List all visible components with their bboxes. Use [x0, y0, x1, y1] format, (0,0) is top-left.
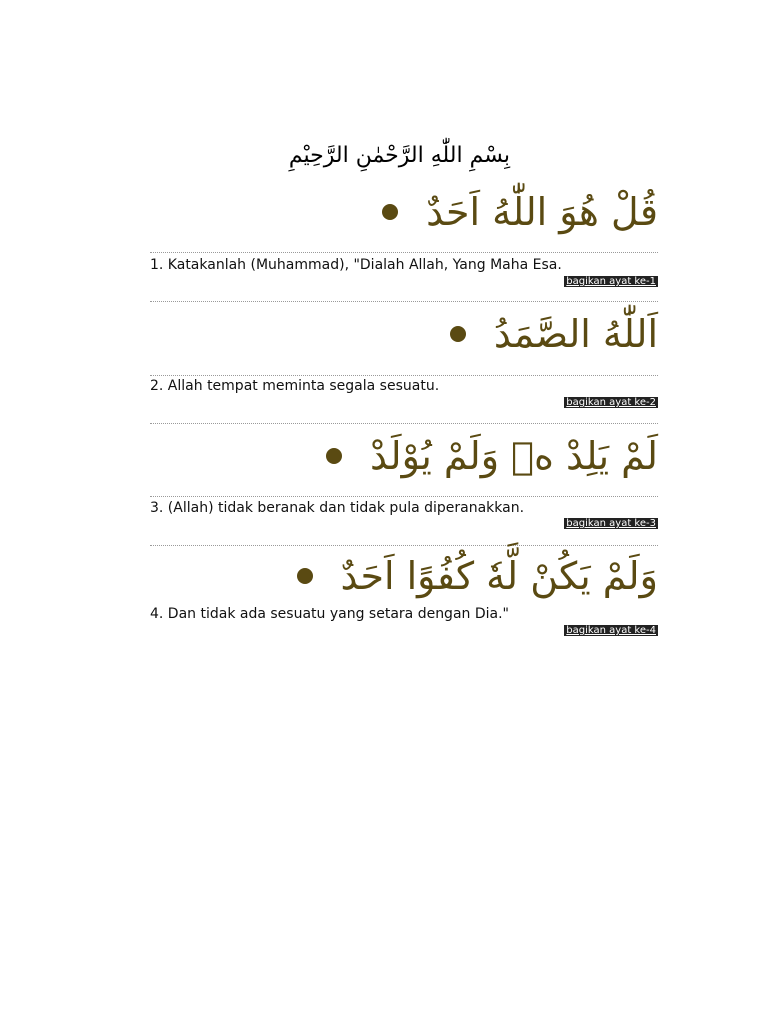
ayah-3-arabic: لَمْ يَلِدْ ەۙ وَلَمْ يُوْلَدْ	[370, 434, 658, 478]
ayah-2-arabic: اَللّٰهُ الصَّمَدُ	[493, 312, 658, 356]
share-ayah-3-link[interactable]: bagikan ayat ke-3	[566, 518, 656, 529]
share-ayah-2-link[interactable]: bagikan ayat ke-2	[566, 397, 656, 408]
ayah-1-translation: 1. Katakanlah (Muhammad), "Dialah Allah, Yang Maha Esa.	[150, 257, 562, 273]
ayah-4-arabic-row	[150, 546, 658, 606]
ayah-3-arabic-row	[150, 426, 658, 486]
ayah-1-arabic: قُلْ هُوَ اللّٰهُ اَحَدٌ	[426, 190, 658, 234]
ayah-4-arabic: وَلَمْ يَكُنْ لَّهٗ كُفُوًا اَحَدٌ	[340, 554, 658, 598]
ayah-1-bullet	[382, 204, 398, 220]
ayah-3-translation: 3. (Allah) tidak beranak dan tidak pula diperanakkan.	[150, 500, 525, 516]
ayah-2-translation: 2. Allah tempat meminta segala sesuatu.	[150, 378, 440, 394]
share-ayah-4-link[interactable]: bagikan ayat ke-4	[566, 625, 656, 636]
ayah-4-bullet	[297, 568, 313, 584]
share-ayah-1-link[interactable]: bagikan ayat ke-1	[566, 276, 656, 287]
ayah-3-top-divider	[150, 496, 658, 497]
ayah-3-bullet	[326, 448, 342, 464]
ayah-1-top-divider	[150, 252, 658, 253]
ayah-2-bullet	[450, 326, 466, 342]
ayah-4-translation: 4. Dan tidak ada sesuatu yang setara dengan Dia."	[150, 606, 509, 622]
ayah-2-arabic-row	[150, 304, 658, 364]
ayah-2-bottom-divider	[150, 423, 658, 424]
ayah-1-bottom-divider	[150, 301, 658, 302]
basmalah: بِسْمِ اللّٰهِ الرَّحْمٰنِ الرَّحِيْمِ	[288, 143, 510, 168]
ayah-2-top-divider	[150, 375, 658, 376]
ayah-1-arabic-row	[150, 182, 658, 242]
